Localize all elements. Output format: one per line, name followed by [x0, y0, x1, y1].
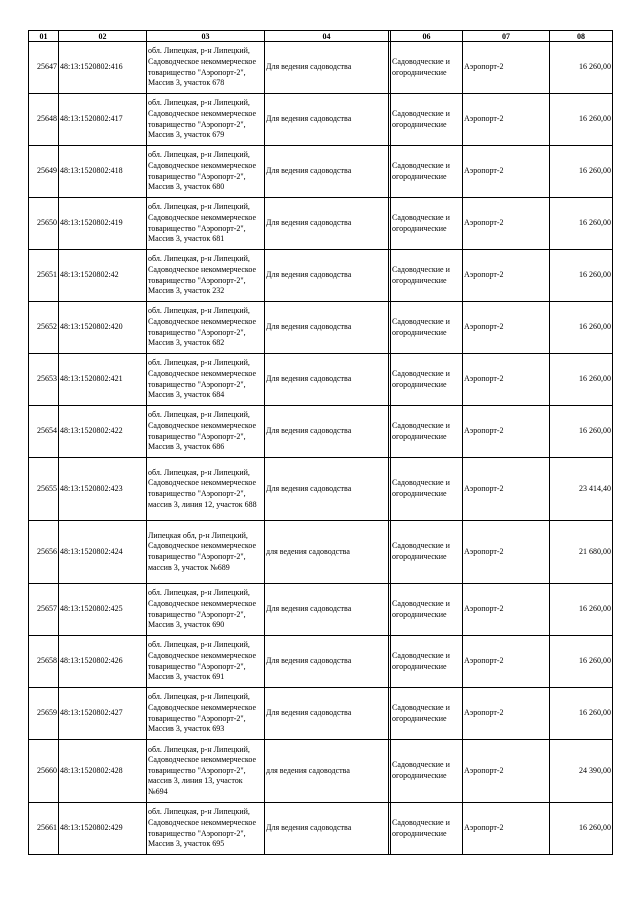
column-header: 02	[59, 31, 147, 42]
value-cell: 16 260,00	[550, 688, 613, 740]
row-number-cell: 25647	[29, 42, 59, 94]
address-cell: обл. Липецкая, р-н Липецкий, Садоводческое некоммерческое товарищество "Аэропорт-2", массив 3, линия 12, участок 688	[147, 458, 265, 521]
category-cell: Садоводческие и огороднические	[391, 406, 463, 458]
value-cell: 16 260,00	[550, 250, 613, 302]
row-number-cell: 25648	[29, 94, 59, 146]
category-cell: Садоводческие и огороднические	[391, 688, 463, 740]
address-cell: обл. Липецкая, р-н Липецкий, Садоводческое некоммерческое товарищество "Аэропорт-2", Массив 3, участок 684	[147, 354, 265, 406]
address-cell: обл. Липецкая, р-н Липецкий, Садоводческое некоммерческое товарищество "Аэропорт-2", массив 3, линия 13, участок №694	[147, 740, 265, 803]
cadastral-number-cell: 48:13:1520802:427	[59, 688, 147, 740]
cadastral-registry-table	[28, 30, 613, 855]
table-row	[29, 521, 613, 584]
category-cell: Садоводческие и огороднические	[391, 250, 463, 302]
address-cell: Липецкая обл, р-н Липецкий, Садоводческое некоммерческое товарищество "Аэропорт-2", массив 3, участок №689	[147, 521, 265, 584]
category-cell: Садоводческие и огороднические	[391, 740, 463, 803]
address-cell: обл. Липецкая, р-н Липецкий, Садоводческое некоммерческое товарищество "Аэропорт-2", Массив 3, участок 680	[147, 146, 265, 198]
table-row	[29, 458, 613, 521]
purpose-cell: Для ведения садоводства	[265, 94, 389, 146]
cadastral-number-cell: 48:13:1520802:421	[59, 354, 147, 406]
district-cell: Аэропорт-2	[463, 803, 550, 855]
address-cell: обл. Липецкая, р-н Липецкий, Садоводческое некоммерческое товарищество "Аэропорт-2", Массив 3, участок 691	[147, 636, 265, 688]
purpose-cell: для ведения садоводства	[265, 521, 389, 584]
table-row	[29, 354, 613, 406]
value-cell: 16 260,00	[550, 636, 613, 688]
address-cell: обл. Липецкая, р-н Липецкий, Садоводческое некоммерческое товарищество "Аэропорт-2", Массив 3, участок 682	[147, 302, 265, 354]
district-cell: Аэропорт-2	[463, 458, 550, 521]
value-cell: 16 260,00	[550, 803, 613, 855]
category-cell: Садоводческие и огороднические	[391, 521, 463, 584]
district-cell: Аэропорт-2	[463, 42, 550, 94]
district-cell: Аэропорт-2	[463, 406, 550, 458]
column-header: 03	[147, 31, 265, 42]
district-cell: Аэропорт-2	[463, 636, 550, 688]
value-cell: 16 260,00	[550, 198, 613, 250]
category-cell: Садоводческие и огороднические	[391, 146, 463, 198]
table-row	[29, 198, 613, 250]
table-body	[29, 42, 613, 855]
table-row	[29, 302, 613, 354]
purpose-cell: Для ведения садоводства	[265, 250, 389, 302]
cadastral-number-cell: 48:13:1520802:426	[59, 636, 147, 688]
address-cell: обл. Липецкая, р-н Липецкий, Садоводческое некоммерческое товарищество "Аэропорт-2", Массив 3, участок 686	[147, 406, 265, 458]
row-number-cell: 25652	[29, 302, 59, 354]
district-cell: Аэропорт-2	[463, 302, 550, 354]
address-cell: обл. Липецкая, р-н Липецкий, Садоводческое некоммерческое товарищество "Аэропорт-2", Массив 3, участок 232	[147, 250, 265, 302]
row-number-cell: 25657	[29, 584, 59, 636]
value-cell: 16 260,00	[550, 146, 613, 198]
value-cell: 16 260,00	[550, 406, 613, 458]
value-cell: 23 414,40	[550, 458, 613, 521]
cadastral-number-cell: 48:13:1520802:42	[59, 250, 147, 302]
value-cell: 16 260,00	[550, 584, 613, 636]
purpose-cell: Для ведения садоводства	[265, 636, 389, 688]
header-row	[29, 31, 613, 42]
district-cell: Аэропорт-2	[463, 250, 550, 302]
column-header: 08	[550, 31, 613, 42]
district-cell: Аэропорт-2	[463, 94, 550, 146]
purpose-cell: Для ведения садоводства	[265, 584, 389, 636]
table-row	[29, 688, 613, 740]
cadastral-number-cell: 48:13:1520802:425	[59, 584, 147, 636]
row-number-cell: 25654	[29, 406, 59, 458]
address-cell: обл. Липецкая, р-н Липецкий, Садоводческое некоммерческое товарищество "Аэропорт-2", Массив 3, участок 695	[147, 803, 265, 855]
district-cell: Аэропорт-2	[463, 521, 550, 584]
row-number-cell: 25655	[29, 458, 59, 521]
column-header: 01	[29, 31, 59, 42]
row-number-cell: 25656	[29, 521, 59, 584]
row-number-cell: 25658	[29, 636, 59, 688]
cadastral-number-cell: 48:13:1520802:428	[59, 740, 147, 803]
purpose-cell: Для ведения садоводства	[265, 146, 389, 198]
category-cell: Садоводческие и огороднические	[391, 354, 463, 406]
value-cell: 24 390,00	[550, 740, 613, 803]
address-cell: обл. Липецкая, р-н Липецкий, Садоводческое некоммерческое товарищество "Аэропорт-2", Массив 3, участок 690	[147, 584, 265, 636]
category-cell: Садоводческие и огороднические	[391, 803, 463, 855]
cadastral-number-cell: 48:13:1520802:423	[59, 458, 147, 521]
value-cell: 16 260,00	[550, 42, 613, 94]
cadastral-number-cell: 48:13:1520802:422	[59, 406, 147, 458]
cadastral-number-cell: 48:13:1520802:420	[59, 302, 147, 354]
row-number-cell: 25649	[29, 146, 59, 198]
purpose-cell: Для ведения садоводства	[265, 406, 389, 458]
address-cell: обл. Липецкая, р-н Липецкий, Садоводческое некоммерческое товарищество "Аэропорт-2", Массив 3, участок 681	[147, 198, 265, 250]
table-row	[29, 94, 613, 146]
table-row	[29, 42, 613, 94]
cadastral-number-cell: 48:13:1520802:429	[59, 803, 147, 855]
table-row	[29, 250, 613, 302]
category-cell: Садоводческие и огороднические	[391, 198, 463, 250]
cadastral-number-cell: 48:13:1520802:416	[59, 42, 147, 94]
purpose-cell: Для ведения садоводства	[265, 42, 389, 94]
category-cell: Садоводческие и огороднические	[391, 458, 463, 521]
district-cell: Аэропорт-2	[463, 146, 550, 198]
table-row	[29, 146, 613, 198]
table-row	[29, 406, 613, 458]
table-row	[29, 584, 613, 636]
category-cell: Садоводческие и огороднические	[391, 584, 463, 636]
district-cell: Аэропорт-2	[463, 354, 550, 406]
value-cell: 16 260,00	[550, 354, 613, 406]
category-cell: Садоводческие и огороднические	[391, 42, 463, 94]
purpose-cell: Для ведения садоводства	[265, 302, 389, 354]
value-cell: 16 260,00	[550, 94, 613, 146]
table-row	[29, 803, 613, 855]
purpose-cell: Для ведения садоводства	[265, 688, 389, 740]
purpose-cell: Для ведения садоводства	[265, 458, 389, 521]
purpose-cell: Для ведения садоводства	[265, 803, 389, 855]
cadastral-number-cell: 48:13:1520802:424	[59, 521, 147, 584]
category-cell: Садоводческие и огороднические	[391, 302, 463, 354]
column-header: 04	[265, 31, 389, 42]
district-cell: Аэропорт-2	[463, 688, 550, 740]
row-number-cell: 25651	[29, 250, 59, 302]
district-cell: Аэропорт-2	[463, 740, 550, 803]
table-row	[29, 636, 613, 688]
purpose-cell: Для ведения садоводства	[265, 354, 389, 406]
address-cell: обл. Липецкая, р-н Липецкий, Садоводческое некоммерческое товарищество "Аэропорт-2", Массив 3, участок 678	[147, 42, 265, 94]
purpose-cell: для ведения садоводства	[265, 740, 389, 803]
column-header: 06	[391, 31, 463, 42]
address-cell: обл. Липецкая, р-н Липецкий, Садоводческое некоммерческое товарищество "Аэропорт-2", Массив 3, участок 693	[147, 688, 265, 740]
purpose-cell: Для ведения садоводства	[265, 198, 389, 250]
value-cell: 21 680,00	[550, 521, 613, 584]
value-cell: 16 260,00	[550, 302, 613, 354]
row-number-cell: 25650	[29, 198, 59, 250]
cadastral-number-cell: 48:13:1520802:419	[59, 198, 147, 250]
table-row	[29, 740, 613, 803]
row-number-cell: 25661	[29, 803, 59, 855]
district-cell: Аэропорт-2	[463, 198, 550, 250]
category-cell: Садоводческие и огороднические	[391, 636, 463, 688]
cadastral-number-cell: 48:13:1520802:417	[59, 94, 147, 146]
row-number-cell: 25659	[29, 688, 59, 740]
row-number-cell: 25660	[29, 740, 59, 803]
address-cell: обл. Липецкая, р-н Липецкий, Садоводческое некоммерческое товарищество "Аэропорт-2", Массив 3, участок 679	[147, 94, 265, 146]
category-cell: Садоводческие и огороднические	[391, 94, 463, 146]
cadastral-number-cell: 48:13:1520802:418	[59, 146, 147, 198]
district-cell: Аэропорт-2	[463, 584, 550, 636]
column-header: 07	[463, 31, 550, 42]
row-number-cell: 25653	[29, 354, 59, 406]
